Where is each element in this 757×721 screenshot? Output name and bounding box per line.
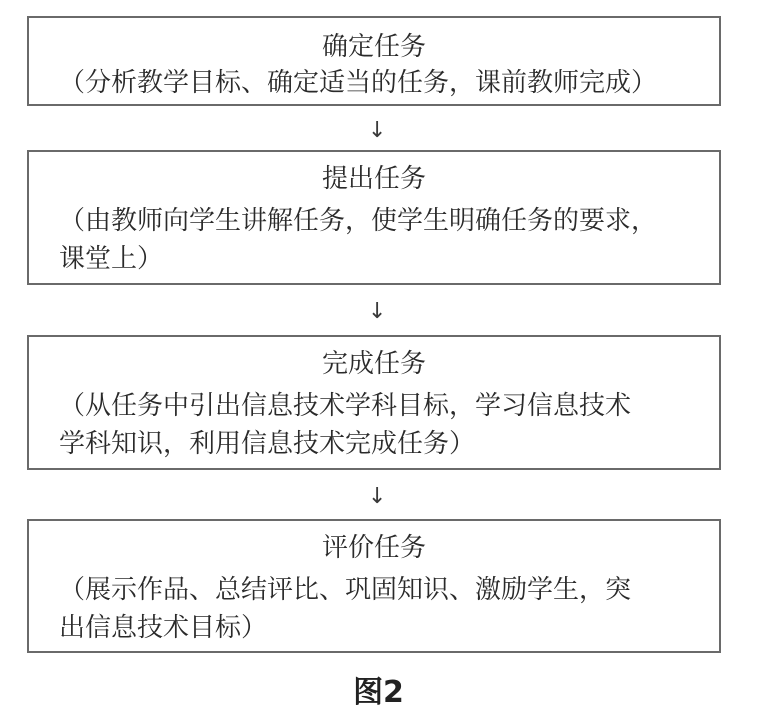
step-description-4-line-2: 出信息技术目标）: [59, 613, 268, 643]
step-box-3: [27, 335, 721, 470]
flow-arrow-1: ↓: [368, 118, 387, 143]
step-box-1: [27, 16, 721, 106]
step-description-3-line-1: （从任务中引出信息技术学科目标，学习信息技术: [59, 391, 632, 421]
step-description-2-line-2: 课堂上）: [59, 244, 164, 274]
step-title-4: 评价任务: [321, 533, 426, 563]
step-description-2-line-1: （由教师向学生讲解任务，使学生明确任务的要求，: [59, 206, 658, 236]
step-description-1-line-1: （分析教学目标、确定适当的任务，课前教师完成）: [59, 68, 658, 98]
step-box-2: [27, 150, 721, 285]
step-description-3-line-2: 学科知识，利用信息技术完成任务）: [59, 429, 476, 459]
flow-arrow-3: ↓: [368, 484, 387, 509]
step-description-4-line-1: （展示作品、总结评比、巩固知识、激励学生，突: [59, 575, 632, 605]
step-title-3: 完成任务: [321, 349, 426, 379]
step-title-2: 提出任务: [321, 164, 426, 194]
flow-arrow-2: ↓: [368, 299, 387, 324]
figure-caption: 图2: [353, 675, 404, 710]
step-title-1: 确定任务: [321, 32, 426, 62]
step-box-4: [27, 519, 721, 653]
